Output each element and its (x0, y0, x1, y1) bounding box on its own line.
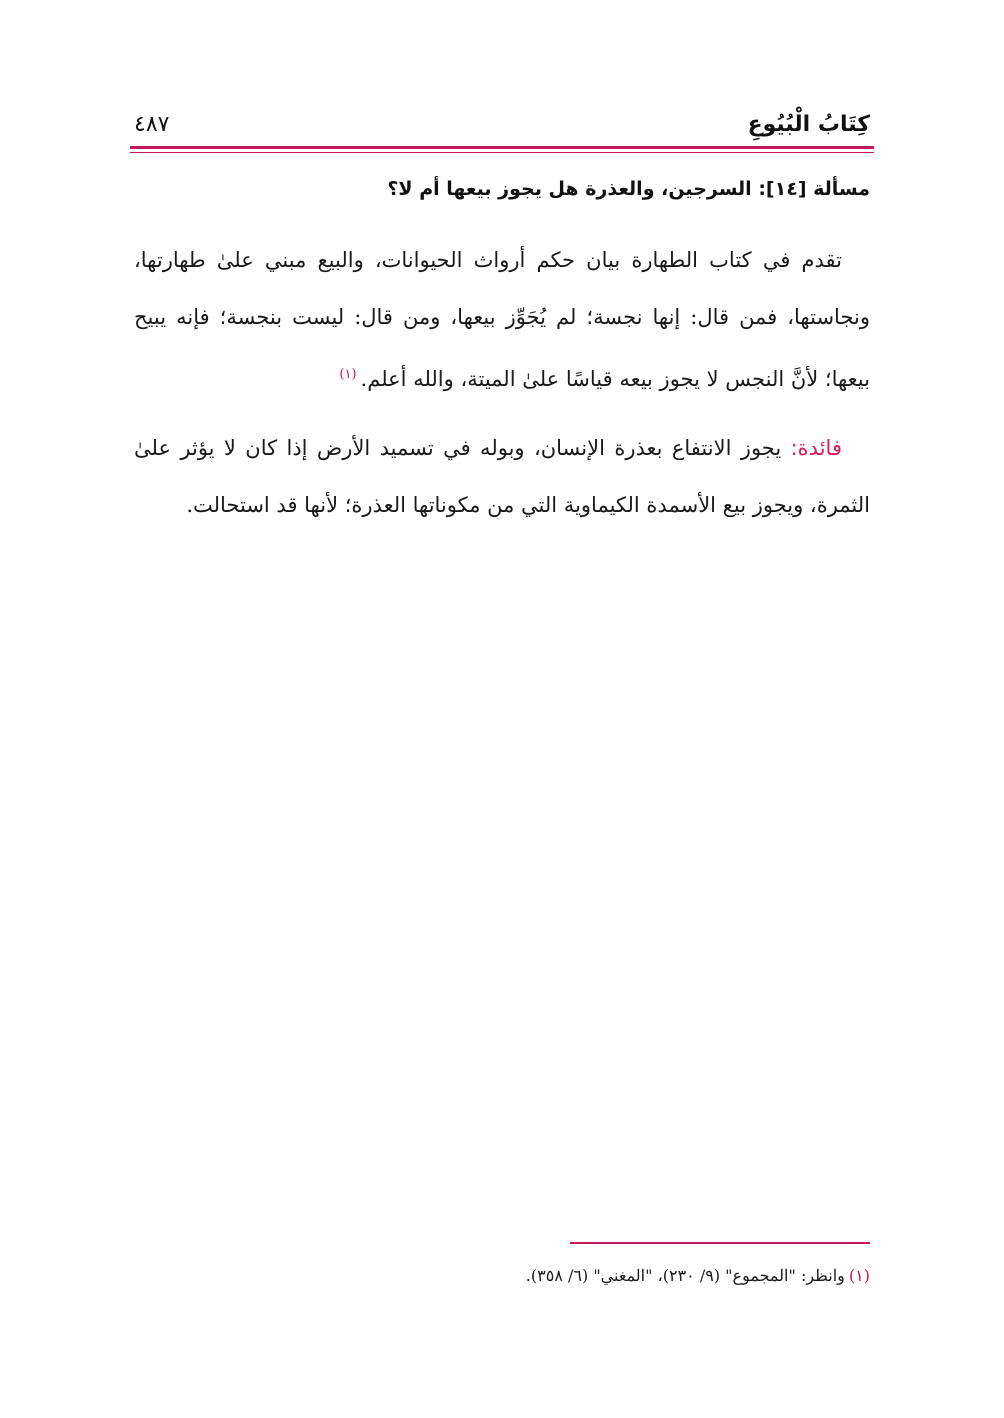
footnote-separator (570, 1242, 870, 1244)
footnote-number: (١) (848, 1266, 870, 1285)
footnote (134, 1266, 870, 1285)
question-label: مسألة [١٤]: (758, 178, 870, 200)
footnote-text: وانظر: "المجموع" (٩/ ٢٣٠)، "المغني" (٦/ ٣٥٨). (525, 1266, 845, 1285)
chapter-title: كِتَابُ الْبُيُوعِ (747, 112, 870, 137)
running-header (134, 112, 870, 148)
benefit-label: فائدة: (790, 436, 842, 460)
header-rule-thick (130, 146, 874, 149)
header-rule-thin (130, 152, 874, 153)
paragraph-benefit (134, 420, 870, 534)
footnote-reference[interactable]: (١) (339, 367, 357, 382)
paragraph-answer (134, 232, 870, 408)
page-number: ٤٨٧ (134, 112, 170, 137)
paragraph-answer-text: تقدم في كتاب الطهارة بيان حكم أرواث الحيوانات، والبيع مبني علىٰ طهارتها، ونجاستها، فمن قال: إنها نجسة؛ لم يُجَوِّز بيعها، ومن قال: ليست بنجسة؛ فإنه يبيح بيعها؛ لأنَّ النجس لا يجوز بيعه قياسًا علىٰ الميتة، والله أعلم. (134, 248, 870, 391)
question-text: السرجين، والعذرة هل يجوز بيعها أم لا؟ (387, 178, 752, 200)
paragraph-benefit-text: يجوز الانتفاع بعذرة الإنسان، وبوله في تسميد الأرض إذا كان لا يؤثر علىٰ الثمرة، ويجوز بيع الأسمدة الكيماوية التي من مكوناتها العذرة؛ لأنها قد استحالت. (134, 436, 870, 517)
question-heading (134, 178, 870, 200)
